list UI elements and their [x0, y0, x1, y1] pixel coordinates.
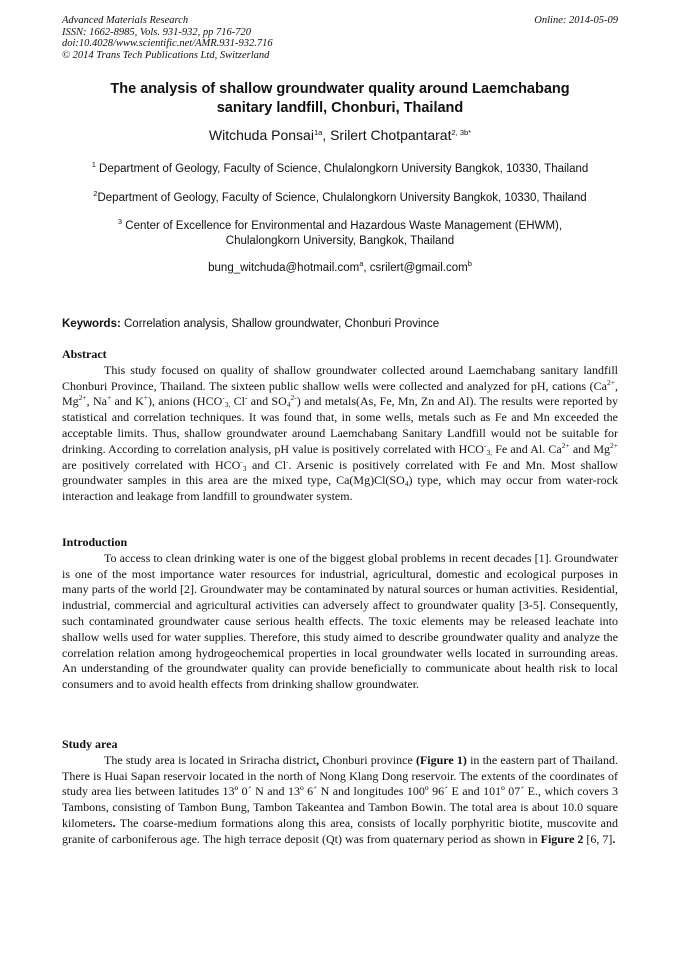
author-1-name: Witchuda Ponsai	[208, 127, 314, 143]
abstract-run: and Cl	[246, 457, 287, 472]
abstract-run: This study focused on quality of shallow groundwater collected around Laemchabang sanitary landfill Chonburi Province, Thailand. The sixteen public shallow wells were collected and analyzed for pH, cations (Ca	[62, 362, 618, 393]
journal-name: Advanced Materials Research	[62, 15, 189, 26]
journal-copyright: © 2014 Trans Tech Publications Ltd, Switzerland	[62, 49, 270, 61]
abstract-sub: 4	[286, 400, 291, 410]
affiliation-2-text: Department of Geology, Faculty of Science, Chulalongkorn University Bangkok, 10330, Thailand	[97, 192, 587, 204]
abstract-section	[62, 347, 618, 505]
study-area-run: in the eastern part of Thailand. There is Huai Sapan reservoir located in the north of Nong Klang Dong reservoir. The extents of the coordinates of study area lies between latitudes 13º 0´ N and 13º 6´ N and longitudes 100º 96´ E and 101º 07´ E., which covers 3 Tambons, consisting of Tambon Bung, Tambon Takeantea and Tambon Bowin. The total area is about 10.0 square kilometers	[62, 752, 618, 830]
affiliation-3-number: 3	[117, 217, 123, 226]
keywords	[62, 317, 618, 332]
affiliation-3-line-2: Chulalongkorn University, Bangkok, Thailand	[225, 235, 455, 247]
introduction-section	[62, 535, 618, 693]
email-2-superscript: b	[467, 259, 472, 268]
study-area-bold: .	[612, 831, 616, 846]
email-2: csrilert@gmail.com	[369, 262, 468, 274]
study-area-text	[62, 753, 618, 848]
email-separator: ,	[363, 262, 370, 274]
study-area-run: [6, 7]	[583, 831, 613, 846]
abstract-run: , Na	[86, 394, 107, 409]
figure-1-reference: (Figure 1)	[415, 752, 467, 767]
paper-title	[62, 80, 618, 118]
affiliation-3-text-1: Center of Excellence for Environmental and Hazardous Waste Management (EHWM),	[122, 220, 563, 232]
abstract-run: are positively correlated with HCO	[62, 457, 241, 472]
abstract-run: ) and metals(As, Fe, Mn, Zn and Al). The results were reported by statistical and correlation techniques. It was found that, in some wells, metals such as Fe and Mn exceeded the acceptable limits. Thus, shallow groundwater around Laemchabang Sanitary Landfill would not be suitable for drinking. According to correlation analysis, pH value is positively correlated with HCO	[62, 394, 618, 456]
author-emails	[62, 261, 618, 276]
abstract-run: ), anions (HCO	[148, 394, 223, 409]
author-2-superscript: 2, 3b*	[451, 128, 472, 137]
abstract-sup: -	[483, 440, 487, 450]
affiliation-2	[62, 191, 618, 206]
email-1: bung_witchuda@hotmail.com	[208, 262, 360, 274]
title-line-2: sanitary landfill, Chonburi, Thailand	[216, 100, 464, 116]
introduction-heading: Introduction	[62, 535, 128, 549]
introduction-text: To access to clean drinking water is one of the biggest global problems in recent decades [1]. Groundwater is one of the most importance water resources for industrial, agricultural, domestic and ecological purposes in many parts of the world [2]. Groundwater may be contaminated by natural sources or human activities. Residential, industrial, commercial and agricultural activities can adversely affect to groundwater quality [3-5]. Consequently, such contaminated groundwater cause serious health effects. The toxic elements may be released leachate into shallow wells used for water supplies. Therefore, this study aimed to describe groundwater quality and analyze the correlation relation among hydrogeochemical properties in local groundwater wells located in surrounding areas. An understanding of the groundwater quality can provide beneficially to communicate about health risk to local consumers and to avoid health effects from drinking shallow groundwater.	[62, 550, 618, 692]
author-2-name: Srilert Chotpantarat	[330, 127, 452, 143]
abstract-run: and SO	[247, 394, 287, 409]
study-area-run: The study area is located in Sriracha district	[104, 752, 317, 767]
affiliation-2-number: 2	[93, 189, 98, 198]
affiliation-1	[62, 162, 618, 177]
abstract-sup: 2+	[78, 393, 87, 403]
abstract-run: and K	[111, 394, 144, 409]
title-line-1: The analysis of shallow groundwater quality around Laemchabang	[110, 81, 570, 97]
email-1-superscript: a	[359, 259, 364, 268]
abstract-run: , Mg	[62, 378, 618, 409]
abstract-sup: 2+	[610, 440, 618, 450]
author-list	[62, 126, 618, 144]
study-area-bold: .	[112, 815, 116, 830]
figure-2-reference: Figure 2	[540, 831, 584, 846]
abstract-sup: -	[286, 456, 289, 466]
affiliation-1-text: Department of Geology, Faculty of Science, Chulalongkorn University Bangkok, 10330, Thailand	[95, 163, 589, 175]
abstract-sub: 3,	[224, 400, 231, 410]
affiliation-1-number: 1	[91, 160, 96, 169]
keywords-text: Correlation analysis, Shallow groundwater, Chonburi Province	[120, 318, 440, 330]
journal-header	[62, 15, 618, 61]
study-area-bold: ,	[316, 752, 320, 767]
study-area-section	[62, 737, 618, 848]
abstract-run: Cl	[230, 394, 246, 409]
abstract-sup: 2+	[607, 377, 615, 387]
abstract-run: and Mg	[569, 441, 611, 456]
abstract-run: ) type, which may occur from water-rock interaction and leakage from landfill to groundwater system.	[62, 473, 619, 504]
abstract-sub: 3,	[486, 447, 493, 457]
abstract-heading: Abstract	[62, 347, 107, 361]
abstract-sup: -	[240, 456, 243, 466]
abstract-text	[62, 363, 618, 505]
affiliation-3-line-1	[62, 219, 618, 234]
author-1-superscript: 1a	[313, 128, 323, 137]
abstract-run: . Arsenic is positively correlated with Fe and Mn. Most shallow groundwater samples in this area are the mixed type, Ca(Mg)Cl(SO	[62, 457, 618, 488]
online-date: Online: 2014-05-09	[534, 15, 618, 26]
author-separator: ,	[322, 127, 331, 143]
study-area-heading: Study area	[62, 737, 118, 751]
affiliation-3	[62, 219, 618, 249]
abstract-sup: -	[222, 393, 225, 403]
abstract-run: Fe and Al. Ca	[492, 441, 562, 456]
keywords-label: Keywords:	[62, 318, 121, 330]
abstract-sup: 2+	[561, 440, 570, 450]
study-area-run: Chonburi province	[319, 752, 416, 767]
abstract-sup: -	[245, 393, 248, 403]
abstract-sup: +	[143, 393, 148, 403]
abstract-sub: 4	[404, 479, 409, 489]
journal-issn: ISSN: 1662-8985, Vols. 931-932, pp 716-720	[62, 26, 251, 38]
abstract-sub: 3	[242, 463, 247, 473]
study-area-run: The coarse-medium formations along this area, consists of locally porphyritic biotite, muscovite and granite of carboniferous age. The high terrace deposit (Qt) was from quaternary period as shown in	[62, 815, 618, 846]
abstract-sup: 2-	[290, 393, 297, 403]
abstract-sup: +	[106, 393, 112, 403]
journal-doi: doi:10.4028/www.scientific.net/AMR.931-932.716	[62, 38, 273, 49]
